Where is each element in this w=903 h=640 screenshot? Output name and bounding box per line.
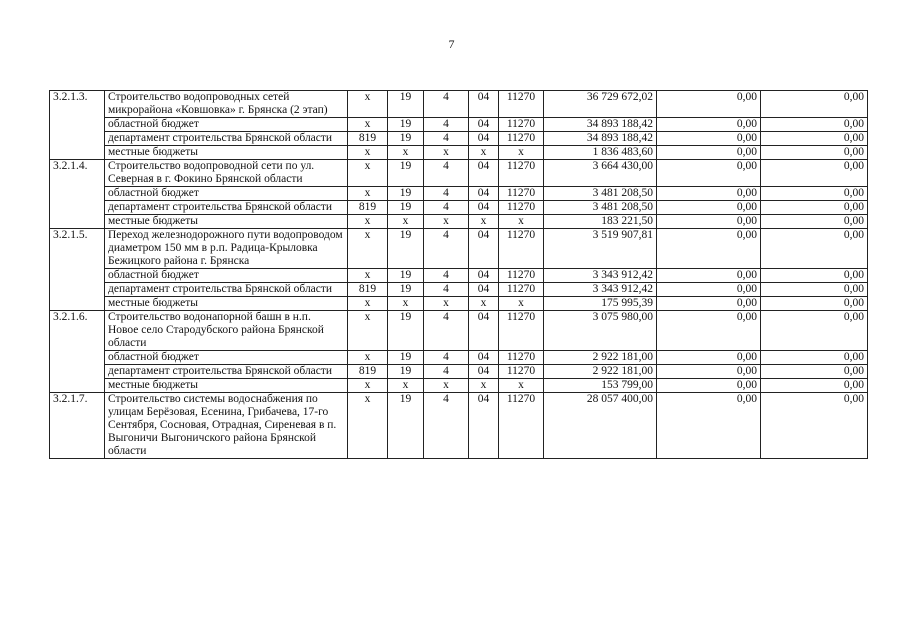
- amount-year2-cell: 0,00: [657, 351, 761, 365]
- direction-code-cell: 11270: [499, 91, 544, 118]
- amount-year3-cell: 0,00: [761, 365, 868, 379]
- amount-year2-cell: 0,00: [657, 393, 761, 459]
- amount-year2-cell: 0,00: [657, 91, 761, 118]
- row-name-cell: департамент строительства Брянской области: [105, 283, 348, 297]
- grbs-cell: х: [348, 229, 388, 269]
- amount-year3-cell: 0,00: [761, 393, 868, 459]
- direction-code-cell: х: [499, 146, 544, 160]
- item-code-cell: 3.2.1.3.: [50, 91, 105, 160]
- row-name-cell: областной бюджет: [105, 269, 348, 283]
- grbs-cell: х: [348, 215, 388, 229]
- program-code-cell: 04: [469, 132, 499, 146]
- amount-year1-cell: 3 343 912,42: [544, 269, 657, 283]
- section-code-cell: х: [388, 297, 424, 311]
- section-code-cell: 19: [388, 269, 424, 283]
- row-name-cell: Переход железнодорожного пути водопроводом диаметром 150 мм в р.п. Радица-Крыловка Бежицкого района г. Брянска: [105, 229, 348, 269]
- table-row: [50, 146, 868, 160]
- direction-code-cell: 11270: [499, 118, 544, 132]
- section-code-cell: х: [388, 146, 424, 160]
- grbs-cell: 819: [348, 201, 388, 215]
- row-name-cell: Строительство водопроводной сети по ул. Северная в г. Фокино Брянской области: [105, 160, 348, 187]
- row-name-cell: местные бюджеты: [105, 146, 348, 160]
- direction-code-cell: х: [499, 379, 544, 393]
- section-code-cell: 19: [388, 365, 424, 379]
- subsection-code-cell: 4: [424, 311, 469, 351]
- amount-year2-cell: 0,00: [657, 229, 761, 269]
- program-code-cell: 04: [469, 118, 499, 132]
- subsection-code-cell: 4: [424, 118, 469, 132]
- amount-year1-cell: 1 836 483,60: [544, 146, 657, 160]
- row-name-cell: областной бюджет: [105, 351, 348, 365]
- table-row: [50, 201, 868, 215]
- amount-year3-cell: 0,00: [761, 132, 868, 146]
- subsection-code-cell: х: [424, 297, 469, 311]
- amount-year3-cell: 0,00: [761, 297, 868, 311]
- subsection-code-cell: х: [424, 215, 469, 229]
- grbs-cell: х: [348, 146, 388, 160]
- item-code-cell: 3.2.1.5.: [50, 229, 105, 311]
- grbs-cell: 819: [348, 132, 388, 146]
- section-code-cell: 19: [388, 91, 424, 118]
- amount-year1-cell: 3 519 907,81: [544, 229, 657, 269]
- direction-code-cell: х: [499, 297, 544, 311]
- section-code-cell: 19: [388, 132, 424, 146]
- row-name-cell: Строительство водопроводных сетей микрорайона «Ковшовка» г. Брянска (2 этап): [105, 91, 348, 118]
- table-row: [50, 393, 868, 459]
- amount-year3-cell: 0,00: [761, 269, 868, 283]
- amount-year3-cell: 0,00: [761, 215, 868, 229]
- section-code-cell: 19: [388, 311, 424, 351]
- amount-year1-cell: 3 343 912,42: [544, 283, 657, 297]
- grbs-cell: х: [348, 297, 388, 311]
- table-row: [50, 132, 868, 146]
- grbs-cell: х: [348, 187, 388, 201]
- section-code-cell: 19: [388, 283, 424, 297]
- amount-year1-cell: 2 922 181,00: [544, 365, 657, 379]
- amount-year2-cell: 0,00: [657, 297, 761, 311]
- program-code-cell: 04: [469, 201, 499, 215]
- direction-code-cell: 11270: [499, 132, 544, 146]
- section-code-cell: х: [388, 215, 424, 229]
- table-row: [50, 215, 868, 229]
- program-code-cell: 04: [469, 187, 499, 201]
- table-row: [50, 118, 868, 132]
- amount-year1-cell: 3 481 208,50: [544, 187, 657, 201]
- table-row: [50, 187, 868, 201]
- amount-year2-cell: 0,00: [657, 379, 761, 393]
- amount-year2-cell: 0,00: [657, 160, 761, 187]
- program-code-cell: 04: [469, 160, 499, 187]
- row-name-cell: областной бюджет: [105, 118, 348, 132]
- amount-year3-cell: 0,00: [761, 229, 868, 269]
- program-code-cell: х: [469, 146, 499, 160]
- direction-code-cell: 11270: [499, 201, 544, 215]
- grbs-cell: 819: [348, 365, 388, 379]
- program-code-cell: 04: [469, 365, 499, 379]
- amount-year2-cell: 0,00: [657, 215, 761, 229]
- row-name-cell: департамент строительства Брянской области: [105, 132, 348, 146]
- section-code-cell: 19: [388, 351, 424, 365]
- table-row: [50, 351, 868, 365]
- table-row: [50, 311, 868, 351]
- subsection-code-cell: 4: [424, 160, 469, 187]
- amount-year1-cell: 36 729 672,02: [544, 91, 657, 118]
- amount-year2-cell: 0,00: [657, 132, 761, 146]
- amount-year1-cell: 153 799,00: [544, 379, 657, 393]
- amount-year1-cell: 34 893 188,42: [544, 118, 657, 132]
- program-code-cell: 04: [469, 229, 499, 269]
- section-code-cell: х: [388, 379, 424, 393]
- item-code-cell: 3.2.1.7.: [50, 393, 105, 459]
- amount-year1-cell: 3 664 430,00: [544, 160, 657, 187]
- amount-year2-cell: 0,00: [657, 311, 761, 351]
- amount-year3-cell: 0,00: [761, 118, 868, 132]
- direction-code-cell: 11270: [499, 283, 544, 297]
- program-code-cell: 04: [469, 283, 499, 297]
- program-code-cell: х: [469, 215, 499, 229]
- grbs-cell: х: [348, 311, 388, 351]
- direction-code-cell: 11270: [499, 365, 544, 379]
- table-row: [50, 297, 868, 311]
- amount-year2-cell: 0,00: [657, 365, 761, 379]
- amount-year1-cell: 2 922 181,00: [544, 351, 657, 365]
- section-code-cell: 19: [388, 201, 424, 215]
- amount-year2-cell: 0,00: [657, 118, 761, 132]
- section-code-cell: 19: [388, 118, 424, 132]
- subsection-code-cell: 4: [424, 187, 469, 201]
- amount-year1-cell: 34 893 188,42: [544, 132, 657, 146]
- direction-code-cell: 11270: [499, 351, 544, 365]
- row-name-cell: департамент строительства Брянской области: [105, 201, 348, 215]
- subsection-code-cell: 4: [424, 269, 469, 283]
- grbs-cell: 819: [348, 283, 388, 297]
- page-number: 7: [448, 37, 455, 51]
- row-name-cell: местные бюджеты: [105, 297, 348, 311]
- row-name-cell: местные бюджеты: [105, 379, 348, 393]
- row-name-cell: областной бюджет: [105, 187, 348, 201]
- amount-year1-cell: 3 075 980,00: [544, 311, 657, 351]
- subsection-code-cell: 4: [424, 283, 469, 297]
- row-name-cell: Строительство системы водоснабжения по улицам Берёзовая, Есенина, Грибачева, 17-го Сентября, Сосновая, Отрадная, Сиреневая в п. Выгоничи Выгоничского района Брянской области: [105, 393, 348, 459]
- program-code-cell: 04: [469, 91, 499, 118]
- item-code-cell: 3.2.1.4.: [50, 160, 105, 229]
- grbs-cell: х: [348, 393, 388, 459]
- amount-year1-cell: 28 057 400,00: [544, 393, 657, 459]
- amount-year3-cell: 0,00: [761, 146, 868, 160]
- grbs-cell: х: [348, 160, 388, 187]
- direction-code-cell: 11270: [499, 311, 544, 351]
- direction-code-cell: 11270: [499, 160, 544, 187]
- grbs-cell: х: [348, 118, 388, 132]
- program-code-cell: 04: [469, 351, 499, 365]
- direction-code-cell: 11270: [499, 229, 544, 269]
- row-name-cell: Строительство водонапорной башн в н.п. Новое село Стародубского района Брянской области: [105, 311, 348, 351]
- table-body: [50, 91, 868, 459]
- direction-code-cell: 11270: [499, 187, 544, 201]
- subsection-code-cell: 4: [424, 393, 469, 459]
- amount-year3-cell: 0,00: [761, 187, 868, 201]
- amount-year1-cell: 3 481 208,50: [544, 201, 657, 215]
- subsection-code-cell: х: [424, 146, 469, 160]
- program-code-cell: 04: [469, 311, 499, 351]
- table-row: [50, 379, 868, 393]
- direction-code-cell: 11270: [499, 393, 544, 459]
- item-code-cell: 3.2.1.6.: [50, 311, 105, 393]
- section-code-cell: 19: [388, 187, 424, 201]
- amount-year2-cell: 0,00: [657, 201, 761, 215]
- grbs-cell: х: [348, 379, 388, 393]
- subsection-code-cell: 4: [424, 229, 469, 269]
- amount-year3-cell: 0,00: [761, 91, 868, 118]
- amount-year3-cell: 0,00: [761, 160, 868, 187]
- table-row: [50, 160, 868, 187]
- grbs-cell: х: [348, 269, 388, 283]
- amount-year1-cell: 175 995,39: [544, 297, 657, 311]
- table-row: [50, 283, 868, 297]
- direction-code-cell: х: [499, 215, 544, 229]
- subsection-code-cell: 4: [424, 132, 469, 146]
- program-code-cell: 04: [469, 393, 499, 459]
- program-code-cell: х: [469, 379, 499, 393]
- row-name-cell: местные бюджеты: [105, 215, 348, 229]
- amount-year2-cell: 0,00: [657, 283, 761, 297]
- program-code-cell: х: [469, 297, 499, 311]
- grbs-cell: х: [348, 351, 388, 365]
- subsection-code-cell: 4: [424, 91, 469, 118]
- subsection-code-cell: 4: [424, 201, 469, 215]
- amount-year3-cell: 0,00: [761, 351, 868, 365]
- grbs-cell: х: [348, 91, 388, 118]
- amount-year3-cell: 0,00: [761, 379, 868, 393]
- table-row: [50, 365, 868, 379]
- table-row: [50, 91, 868, 118]
- amount-year2-cell: 0,00: [657, 146, 761, 160]
- amount-year1-cell: 183 221,50: [544, 215, 657, 229]
- amount-year3-cell: 0,00: [761, 311, 868, 351]
- section-code-cell: 19: [388, 393, 424, 459]
- program-code-cell: 04: [469, 269, 499, 283]
- amount-year3-cell: 0,00: [761, 283, 868, 297]
- budget-table: [49, 90, 868, 459]
- row-name-cell: департамент строительства Брянской области: [105, 365, 348, 379]
- subsection-code-cell: 4: [424, 351, 469, 365]
- amount-year3-cell: 0,00: [761, 201, 868, 215]
- amount-year2-cell: 0,00: [657, 269, 761, 283]
- subsection-code-cell: х: [424, 379, 469, 393]
- section-code-cell: 19: [388, 160, 424, 187]
- table-row: [50, 269, 868, 283]
- section-code-cell: 19: [388, 229, 424, 269]
- subsection-code-cell: 4: [424, 365, 469, 379]
- table-row: [50, 229, 868, 269]
- amount-year2-cell: 0,00: [657, 187, 761, 201]
- direction-code-cell: 11270: [499, 269, 544, 283]
